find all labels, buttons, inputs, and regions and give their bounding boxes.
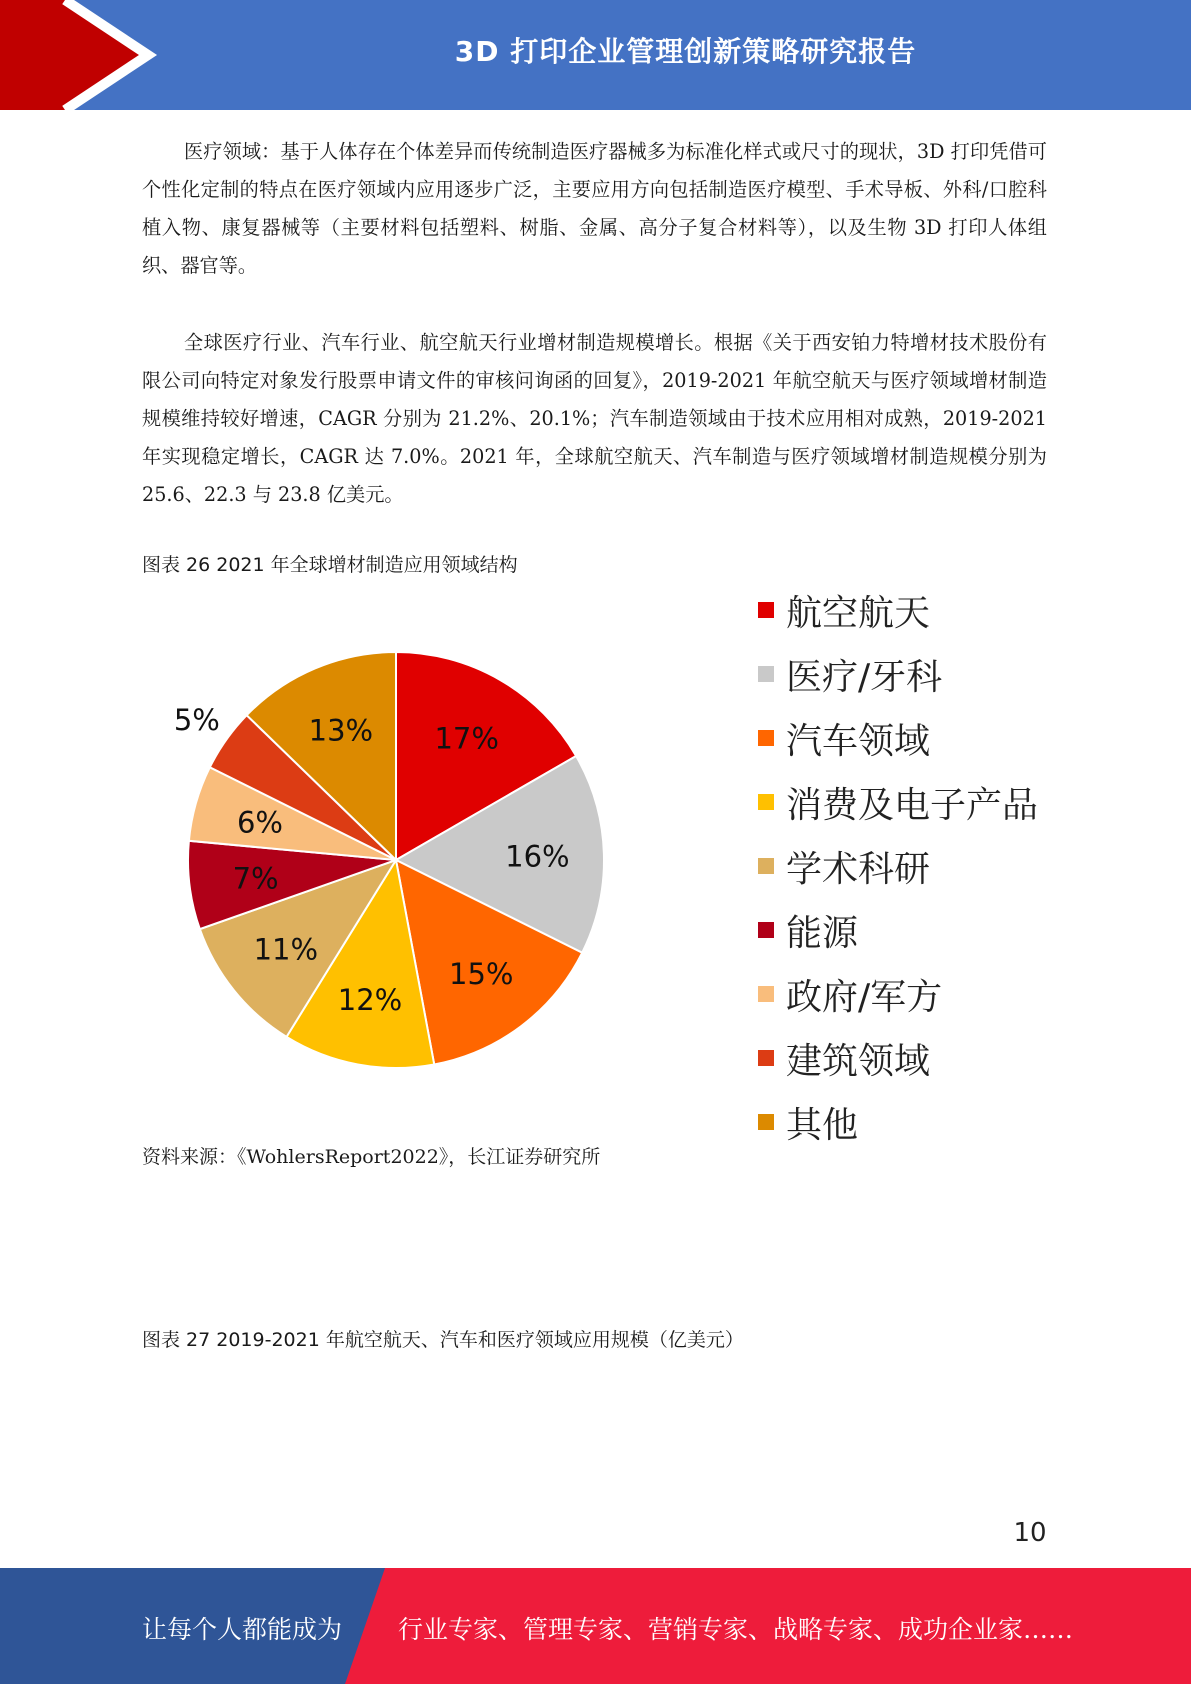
- legend-item-3: [758, 706, 1038, 770]
- footer-slogan-left: 让每个人都能成为: [142, 1615, 343, 1644]
- legend-swatch: [758, 730, 774, 746]
- legend-item-8: [758, 1026, 1038, 1090]
- pie-data-label-6: 7%: [232, 861, 279, 896]
- legend-item-5: [758, 834, 1038, 898]
- legend-label: 航空航天: [786, 592, 931, 634]
- legend-swatch: [758, 794, 774, 810]
- legend-label: 学术科研: [786, 848, 931, 890]
- legend-label: 政府/军方: [786, 976, 943, 1018]
- legend-label: 能源: [786, 912, 859, 954]
- legend-label: 医疗/牙科: [786, 656, 943, 698]
- legend-swatch: [758, 1050, 774, 1066]
- figure-26-caption: 图表 26 2021 年全球增材制造应用领域结构: [142, 554, 518, 576]
- legend-item-4: [758, 770, 1038, 834]
- pie-data-label-4: 12%: [337, 983, 403, 1018]
- legend-item-6: [758, 898, 1038, 962]
- page-footer: [0, 1568, 1191, 1684]
- pie-data-label-3: 15%: [449, 956, 514, 991]
- legend-swatch: [758, 986, 774, 1002]
- paragraph-medical-field: 医疗领域：基于人体存在个体差异而传统制造医疗器械多为标准化样式或尺寸的现状，3D 打印凭借可个性化定制的特点在医疗领域内应用逐步广泛，主要应用方向包括制造医疗模型、手术导板、外科/口腔科植入物、康复器械等（主要材料包括塑料、树脂、金属、高分子复合材料等），以及生物 3D 打印人体组织、器官等。: [142, 140, 1047, 277]
- pie-data-label-1: 17%: [434, 721, 499, 756]
- pie-chart: [0, 570, 720, 1090]
- report-title: 3D 打印企业管理创新策略研究报告: [454, 35, 917, 68]
- legend-label: 其他: [786, 1104, 859, 1146]
- legend-label: 建筑领域: [786, 1040, 931, 1082]
- legend-item-7: [758, 962, 1038, 1026]
- legend-item-9: [758, 1090, 1038, 1154]
- pie-data-label-2: 16%: [505, 839, 570, 874]
- pie-data-label-5: 11%: [253, 932, 319, 967]
- page-header: [0, 0, 1191, 110]
- pie-data-label-9: 13%: [308, 713, 374, 748]
- legend-item-1: [758, 578, 1038, 642]
- pie-data-label-8: 5%: [173, 703, 220, 738]
- legend-swatch: [758, 922, 774, 938]
- figure-26-source: 资料来源：《WohlersReport2022》，长江证券研究所: [142, 1146, 601, 1168]
- legend-swatch: [758, 858, 774, 874]
- page-number: 10: [1013, 1518, 1047, 1548]
- legend-item-2: [758, 642, 1038, 706]
- legend-swatch: [758, 666, 774, 682]
- chart-legend: [758, 578, 1038, 1154]
- pie-data-label-7: 6%: [236, 805, 283, 840]
- legend-swatch: [758, 1114, 774, 1130]
- figure-27-caption: 图表 27 2019-2021 年航空航天、汽车和医疗领域应用规模（亿美元）: [142, 1329, 744, 1351]
- paragraph-industry-growth: 全球医疗行业、汽车行业、航空航天行业增材制造规模增长。根据《关于西安铂力特增材技术股份有限公司向特定对象发行股票申请文件的审核问询函的回复》，2019-2021 年航空航天与医疗领域增材制造规模维持较好增速，CAGR 分别为 21.2%、20.1%；汽车制造领域由于技术应用相对成熟，2019-2021 年实现稳定增长，CAGR 达 7.0%。2021 年，全球航空航天、汽车制造与医疗领域增材制造规模分别为 25.6、22.3 与 23.8 亿美元。: [142, 331, 1047, 506]
- legend-label: 消费及电子产品: [786, 784, 1039, 826]
- legend-label: 汽车领域: [786, 720, 931, 762]
- footer-slogan-right: 行业专家、管理专家、营销专家、战略专家、成功企业家……: [398, 1615, 1074, 1644]
- legend-swatch: [758, 602, 774, 618]
